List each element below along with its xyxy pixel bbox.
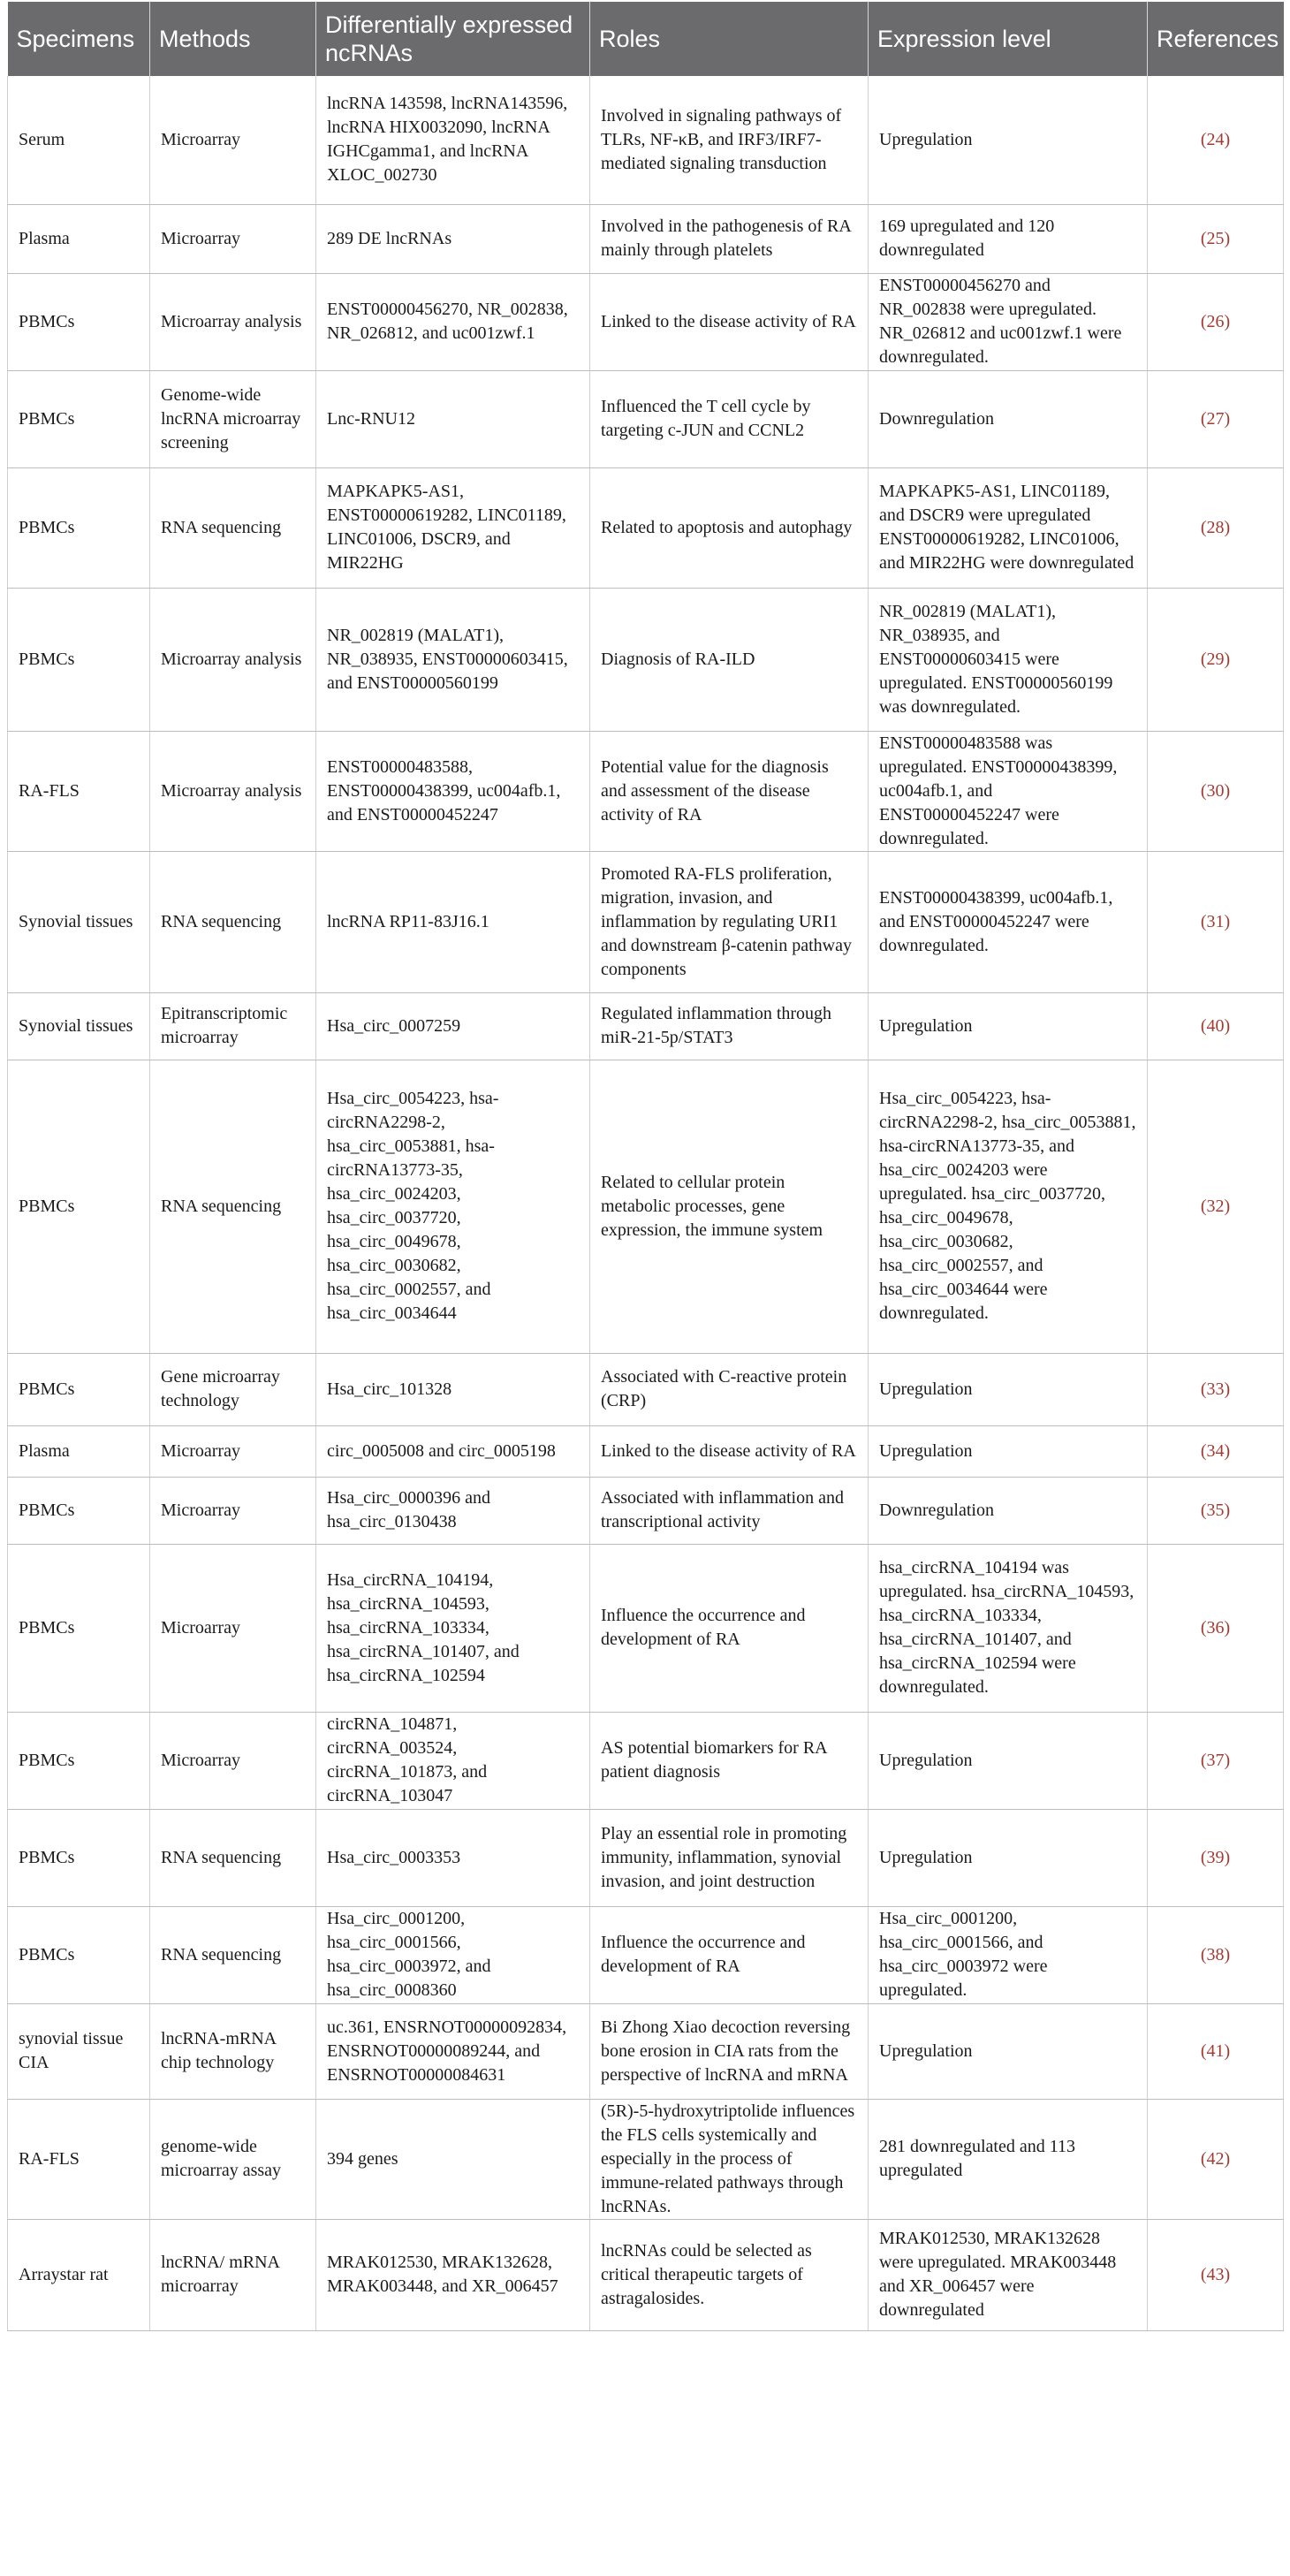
- cell-ncrnas: circRNA_104871, circRNA_003524, circRNA_101873, and circRNA_103047: [316, 1712, 590, 1809]
- cell-specimen: PBMCs: [8, 1544, 150, 1712]
- cell-ncrnas: Hsa_circRNA_104194, hsa_circRNA_104593, hsa_circRNA_103334, hsa_circRNA_101407, and hsa_circRNA_102594: [316, 1544, 590, 1712]
- cell-role: Influenced the T cell cycle by targeting c-JUN and CCNL2: [590, 370, 869, 467]
- cell-method: Microarray: [150, 1544, 316, 1712]
- cell-specimen: synovial tissue CIA: [8, 2003, 150, 2099]
- cell-expression: ENST00000483588 was upregulated. ENST00000438399, uc004afb.1, and ENST00000452247 were downregulated.: [869, 731, 1148, 851]
- cell-ncrnas: lncRNA RP11-83J16.1: [316, 851, 590, 992]
- reference-link[interactable]: 39: [1206, 1847, 1225, 1867]
- cell-expression: Upregulation: [869, 2003, 1148, 2099]
- cell-reference: (34): [1148, 1425, 1284, 1477]
- table-row: [8, 1425, 1284, 1477]
- reference-link[interactable]: 43: [1206, 2264, 1225, 2284]
- header-expression: Expression level: [869, 2, 1148, 76]
- cell-reference: (43): [1148, 2219, 1284, 2330]
- table-row: [8, 588, 1284, 731]
- reference-link[interactable]: 35: [1206, 1500, 1225, 1520]
- cell-ncrnas: Hsa_circ_0003353: [316, 1809, 590, 1906]
- cell-reference: (31): [1148, 851, 1284, 992]
- cell-ncrnas: MAPKAPK5-AS1, ENST00000619282, LINC01189, LINC01006, DSCR9, and MIR22HG: [316, 467, 590, 588]
- reference-link[interactable]: 30: [1206, 780, 1225, 801]
- cell-method: RNA sequencing: [150, 1060, 316, 1353]
- table-row: [8, 2099, 1284, 2219]
- cell-method: Microarray: [150, 1425, 316, 1477]
- cell-expression: MAPKAPK5-AS1, LINC01189, and DSCR9 were upregulated ENST00000619282, LINC01006, and MIR22HG were downregulated: [869, 467, 1148, 588]
- cell-expression: Hsa_circ_0001200, hsa_circ_0001566, and hsa_circ_0003972 were upregulated.: [869, 1906, 1148, 2003]
- table-row: [8, 204, 1284, 273]
- reference-link[interactable]: 41: [1206, 2040, 1225, 2061]
- cell-role: Associated with inflammation and transcriptional activity: [590, 1477, 869, 1544]
- cell-expression: hsa_circRNA_104194 was upregulated. hsa_circRNA_104593, hsa_circRNA_103334, hsa_circRNA_101407, and hsa_circRNA_102594 were downregulated.: [869, 1544, 1148, 1712]
- cell-method: Microarray analysis: [150, 731, 316, 851]
- cell-reference: (38): [1148, 1906, 1284, 2003]
- cell-method: Gene microarray technology: [150, 1353, 316, 1425]
- header-roles: Roles: [590, 2, 869, 76]
- cell-specimen: PBMCs: [8, 1906, 150, 2003]
- table-row: [8, 1060, 1284, 1353]
- cell-expression: 281 downregulated and 113 upregulated: [869, 2099, 1148, 2219]
- cell-ncrnas: ENST00000456270, NR_002838, NR_026812, and uc001zwf.1: [316, 273, 590, 370]
- table-row: [8, 467, 1284, 588]
- cell-method: lncRNA/ mRNA microarray: [150, 2219, 316, 2330]
- table-row: [8, 851, 1284, 992]
- cell-reference: (35): [1148, 1477, 1284, 1544]
- cell-ncrnas: uc.361, ENSRNOT00000092834, ENSRNOT00000089244, and ENSRNOT00000084631: [316, 2003, 590, 2099]
- reference-link[interactable]: 29: [1206, 649, 1225, 669]
- cell-expression: MRAK012530, MRAK132628 were upregulated. MRAK003448 and XR_006457 were downregulated: [869, 2219, 1148, 2330]
- cell-reference: (26): [1148, 273, 1284, 370]
- cell-ncrnas: Hsa_circ_0007259: [316, 992, 590, 1060]
- table-row: [8, 1712, 1284, 1809]
- reference-link[interactable]: 42: [1206, 2148, 1225, 2169]
- cell-expression: NR_002819 (MALAT1), NR_038935, and ENST00000603415 were upregulated. ENST00000560199 was downregulated.: [869, 588, 1148, 731]
- cell-role: Promoted RA-FLS proliferation, migration, invasion, and inflammation by regulating URI1 and downstream β-catenin pathway components: [590, 851, 869, 992]
- cell-specimen: Arraystar rat: [8, 2219, 150, 2330]
- cell-reference: (30): [1148, 731, 1284, 851]
- cell-expression: Upregulation: [869, 1712, 1148, 1809]
- table-row: [8, 1477, 1284, 1544]
- table-body: [8, 76, 1284, 2330]
- cell-expression: ENST00000456270 and NR_002838 were upregulated. NR_026812 and uc001zwf.1 were downregulated.: [869, 273, 1148, 370]
- cell-role: Related to apoptosis and autophagy: [590, 467, 869, 588]
- cell-role: Related to cellular protein metabolic processes, gene expression, the immune system: [590, 1060, 869, 1353]
- cell-reference: (39): [1148, 1809, 1284, 1906]
- cell-role: AS potential biomarkers for RA patient diagnosis: [590, 1712, 869, 1809]
- cell-expression: 169 upregulated and 120 downregulated: [869, 204, 1148, 273]
- reference-link[interactable]: 25: [1206, 228, 1225, 248]
- cell-method: Microarray: [150, 1477, 316, 1544]
- cell-role: Play an essential role in promoting immunity, inflammation, synovial invasion, and joint destruction: [590, 1809, 869, 1906]
- cell-role: (5R)-5-hydroxytriptolide influences the FLS cells systemically and especially in the process of immune-related pathways through lncRNAs.: [590, 2099, 869, 2219]
- cell-ncrnas: 289 DE lncRNAs: [316, 204, 590, 273]
- cell-expression: Upregulation: [869, 992, 1148, 1060]
- cell-expression: Downregulation: [869, 1477, 1148, 1544]
- cell-reference: (24): [1148, 76, 1284, 204]
- table-row: [8, 1353, 1284, 1425]
- cell-specimen: PBMCs: [8, 1060, 150, 1353]
- cell-reference: (40): [1148, 992, 1284, 1060]
- cell-reference: (28): [1148, 467, 1284, 588]
- cell-role: lncRNAs could be selected as critical therapeutic targets of astragalosides.: [590, 2219, 869, 2330]
- table-row: [8, 76, 1284, 204]
- cell-ncrnas: Lnc-RNU12: [316, 370, 590, 467]
- cell-role: Linked to the disease activity of RA: [590, 273, 869, 370]
- reference-link[interactable]: 33: [1206, 1379, 1225, 1399]
- cell-specimen: PBMCs: [8, 467, 150, 588]
- cell-ncrnas: NR_002819 (MALAT1), NR_038935, ENST00000603415, and ENST00000560199: [316, 588, 590, 731]
- cell-role: Linked to the disease activity of RA: [590, 1425, 869, 1477]
- cell-expression: Upregulation: [869, 76, 1148, 204]
- table-row: [8, 731, 1284, 851]
- cell-role: Influence the occurrence and development of RA: [590, 1906, 869, 2003]
- cell-specimen: PBMCs: [8, 1712, 150, 1809]
- reference-link[interactable]: 37: [1206, 1750, 1225, 1770]
- cell-reference: (25): [1148, 204, 1284, 273]
- cell-method: RNA sequencing: [150, 467, 316, 588]
- cell-ncrnas: ENST00000483588, ENST00000438399, uc004afb.1, and ENST00000452247: [316, 731, 590, 851]
- reference-link[interactable]: 24: [1206, 129, 1225, 149]
- cell-specimen: Synovial tissues: [8, 992, 150, 1060]
- reference-link[interactable]: 36: [1206, 1617, 1225, 1638]
- cell-ncrnas: lncRNA 143598, lncRNA143596, lncRNA HIX0032090, lncRNA IGHCgamma1, and lncRNA XLOC_002730: [316, 76, 590, 204]
- table-row: [8, 1809, 1284, 1906]
- cell-expression: Downregulation: [869, 370, 1148, 467]
- cell-reference: (37): [1148, 1712, 1284, 1809]
- cell-reference: (33): [1148, 1353, 1284, 1425]
- header-methods: Methods: [150, 2, 316, 76]
- cell-reference: (36): [1148, 1544, 1284, 1712]
- cell-ncrnas: circ_0005008 and circ_0005198: [316, 1425, 590, 1477]
- table-row: [8, 2003, 1284, 2099]
- cell-reference: (32): [1148, 1060, 1284, 1353]
- cell-specimen: PBMCs: [8, 1809, 150, 1906]
- cell-method: Microarray analysis: [150, 588, 316, 731]
- cell-method: RNA sequencing: [150, 851, 316, 992]
- cell-role: Potential value for the diagnosis and assessment of the disease activity of RA: [590, 731, 869, 851]
- cell-role: Regulated inflammation through miR-21-5p/STAT3: [590, 992, 869, 1060]
- table-row: [8, 1906, 1284, 2003]
- cell-specimen: Serum: [8, 76, 150, 204]
- reference-link[interactable]: 40: [1206, 1015, 1225, 1036]
- table-row: [8, 370, 1284, 467]
- cell-specimen: PBMCs: [8, 370, 150, 467]
- cell-reference: (29): [1148, 588, 1284, 731]
- table-row: [8, 1544, 1284, 1712]
- cell-method: RNA sequencing: [150, 1906, 316, 2003]
- cell-method: Genome-wide lncRNA microarray screening: [150, 370, 316, 467]
- header-specimens: Specimens: [8, 2, 150, 76]
- cell-reference: (41): [1148, 2003, 1284, 2099]
- cell-expression: Upregulation: [869, 1809, 1148, 1906]
- cell-specimen: PBMCs: [8, 1353, 150, 1425]
- header-references: References: [1148, 2, 1284, 76]
- cell-expression: Upregulation: [869, 1425, 1148, 1477]
- cell-method: Epitranscriptomic microarray: [150, 992, 316, 1060]
- cell-specimen: RA-FLS: [8, 731, 150, 851]
- cell-method: Microarray: [150, 1712, 316, 1809]
- cell-method: Microarray analysis: [150, 273, 316, 370]
- cell-method: RNA sequencing: [150, 1809, 316, 1906]
- cell-ncrnas: MRAK012530, MRAK132628, MRAK003448, and XR_006457: [316, 2219, 590, 2330]
- cell-role: Influence the occurrence and development of RA: [590, 1544, 869, 1712]
- ncrna-table: [7, 2, 1284, 2331]
- cell-specimen: Plasma: [8, 204, 150, 273]
- reference-link[interactable]: 31: [1206, 911, 1225, 931]
- cell-specimen: Plasma: [8, 1425, 150, 1477]
- reference-link[interactable]: 27: [1206, 408, 1225, 429]
- cell-ncrnas: Hsa_circ_0000396 and hsa_circ_0130438: [316, 1477, 590, 1544]
- table-header: [8, 2, 1284, 76]
- cell-ncrnas: Hsa_circ_0001200, hsa_circ_0001566, hsa_circ_0003972, and hsa_circ_0008360: [316, 1906, 590, 2003]
- reference-link[interactable]: 32: [1206, 1196, 1225, 1216]
- cell-reference: (27): [1148, 370, 1284, 467]
- reference-link[interactable]: 34: [1206, 1440, 1225, 1461]
- cell-expression: Upregulation: [869, 1353, 1148, 1425]
- table-row: [8, 992, 1284, 1060]
- cell-expression: ENST00000438399, uc004afb.1, and ENST00000452247 were downregulated.: [869, 851, 1148, 992]
- cell-ncrnas: Hsa_circ_0054223, hsa-circRNA2298-2, hsa_circ_0053881, hsa-circRNA13773-35, hsa_circ_0024203, hsa_circ_0037720, hsa_circ_0049678, hsa_circ_0030682, hsa_circ_0002557, and hsa_circ_0034644: [316, 1060, 590, 1353]
- cell-role: Diagnosis of RA-ILD: [590, 588, 869, 731]
- cell-specimen: Synovial tissues: [8, 851, 150, 992]
- cell-method: Microarray: [150, 204, 316, 273]
- cell-specimen: PBMCs: [8, 1477, 150, 1544]
- cell-specimen: PBMCs: [8, 273, 150, 370]
- cell-specimen: RA-FLS: [8, 2099, 150, 2219]
- table-row: [8, 2219, 1284, 2330]
- cell-method: lncRNA-mRNA chip technology: [150, 2003, 316, 2099]
- header-ncrnas: Differentially expressed ncRNAs: [316, 2, 590, 76]
- cell-method: genome-wide microarray assay: [150, 2099, 316, 2219]
- cell-ncrnas: Hsa_circ_101328: [316, 1353, 590, 1425]
- cell-role: Bi Zhong Xiao decoction reversing bone erosion in CIA rats from the perspective of lncRNA and mRNA: [590, 2003, 869, 2099]
- cell-role: Involved in signaling pathways of TLRs, NF-κB, and IRF3/IRF7-mediated signaling transduction: [590, 76, 869, 204]
- cell-reference: (42): [1148, 2099, 1284, 2219]
- cell-ncrnas: 394 genes: [316, 2099, 590, 2219]
- reference-link[interactable]: 38: [1206, 1944, 1225, 1964]
- cell-role: Involved in the pathogenesis of RA mainly through platelets: [590, 204, 869, 273]
- cell-expression: Hsa_circ_0054223, hsa-circRNA2298-2, hsa_circ_0053881, hsa-circRNA13773-35, and hsa_circ_0024203 were upregulated. hsa_circ_0037720, hsa_circ_0049678, hsa_circ_0030682, hsa_circ_0002557, and hsa_circ_0034644 were downregulated.: [869, 1060, 1148, 1353]
- reference-link[interactable]: 26: [1206, 311, 1225, 331]
- cell-method: Microarray: [150, 76, 316, 204]
- reference-link[interactable]: 28: [1206, 517, 1225, 537]
- cell-specimen: PBMCs: [8, 588, 150, 731]
- cell-role: Associated with C-reactive protein (CRP): [590, 1353, 869, 1425]
- table-row: [8, 273, 1284, 370]
